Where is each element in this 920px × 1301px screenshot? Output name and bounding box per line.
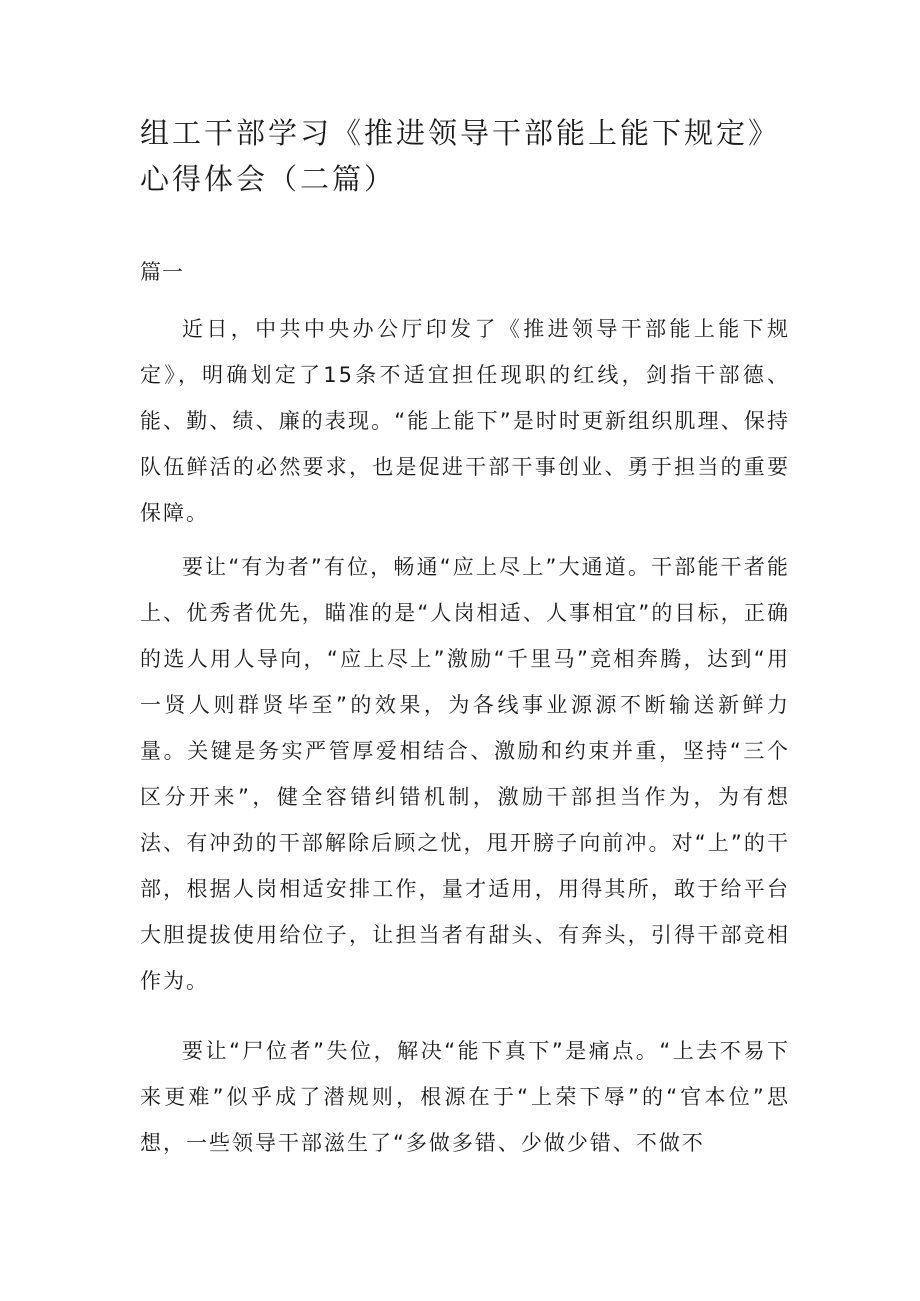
section-label: 篇一 xyxy=(140,260,184,284)
document-title: 组工干部学习《推进领导干部能上能下规定》心得体会（二篇） xyxy=(140,116,781,196)
paragraph-2: 要让“有为者”有位，畅通“应上尽上”大通道。干部能干者能上、优秀者优先，瞄准的是“人岗相适、人事相宜”的目标，正确的选人用人导向，“应上尽上”激励“千里马”竞相奔腾，达到“用一贤人则群贤毕至”的效果，为各线事业源源不断输送新鲜力量。关键是务实严管厚爱相结合、激励和约束并重，坚持“三个区分开来”，健全容错纠错机制，激励干部担当作为，为有想法、有冲劲的干部解除后顾之忧，甩开膀子向前冲。对“上”的干部，根据人岗相适安排工作，量才适用，用得其所，敢于给平台大胆提拔使用给位子，让担当者有甜头、有奔头，引得干部竞相作为。 xyxy=(140,555,790,993)
paragraph-3: 要让“尸位者”失位，解决“能下真下”是痛点。“上去不易下来更难”似乎成了潜规则，根源在于“上荣下辱”的“官本位”思想，一些领导干部滋生了“多做多错、少做少错、不做不 xyxy=(140,1039,790,1155)
paragraph-1: 近日，中共中央办公厅印发了《推进领导干部能上能下规定》，明确划定了15条不适宜担任现职的红线，剑指干部德、能、勤、绩、廉的表现。“能上能下”是时时更新组织肌理、保持队伍鲜活的必然要求，也是促进干部干事创业、勇于担当的重要保障。 xyxy=(140,317,790,525)
